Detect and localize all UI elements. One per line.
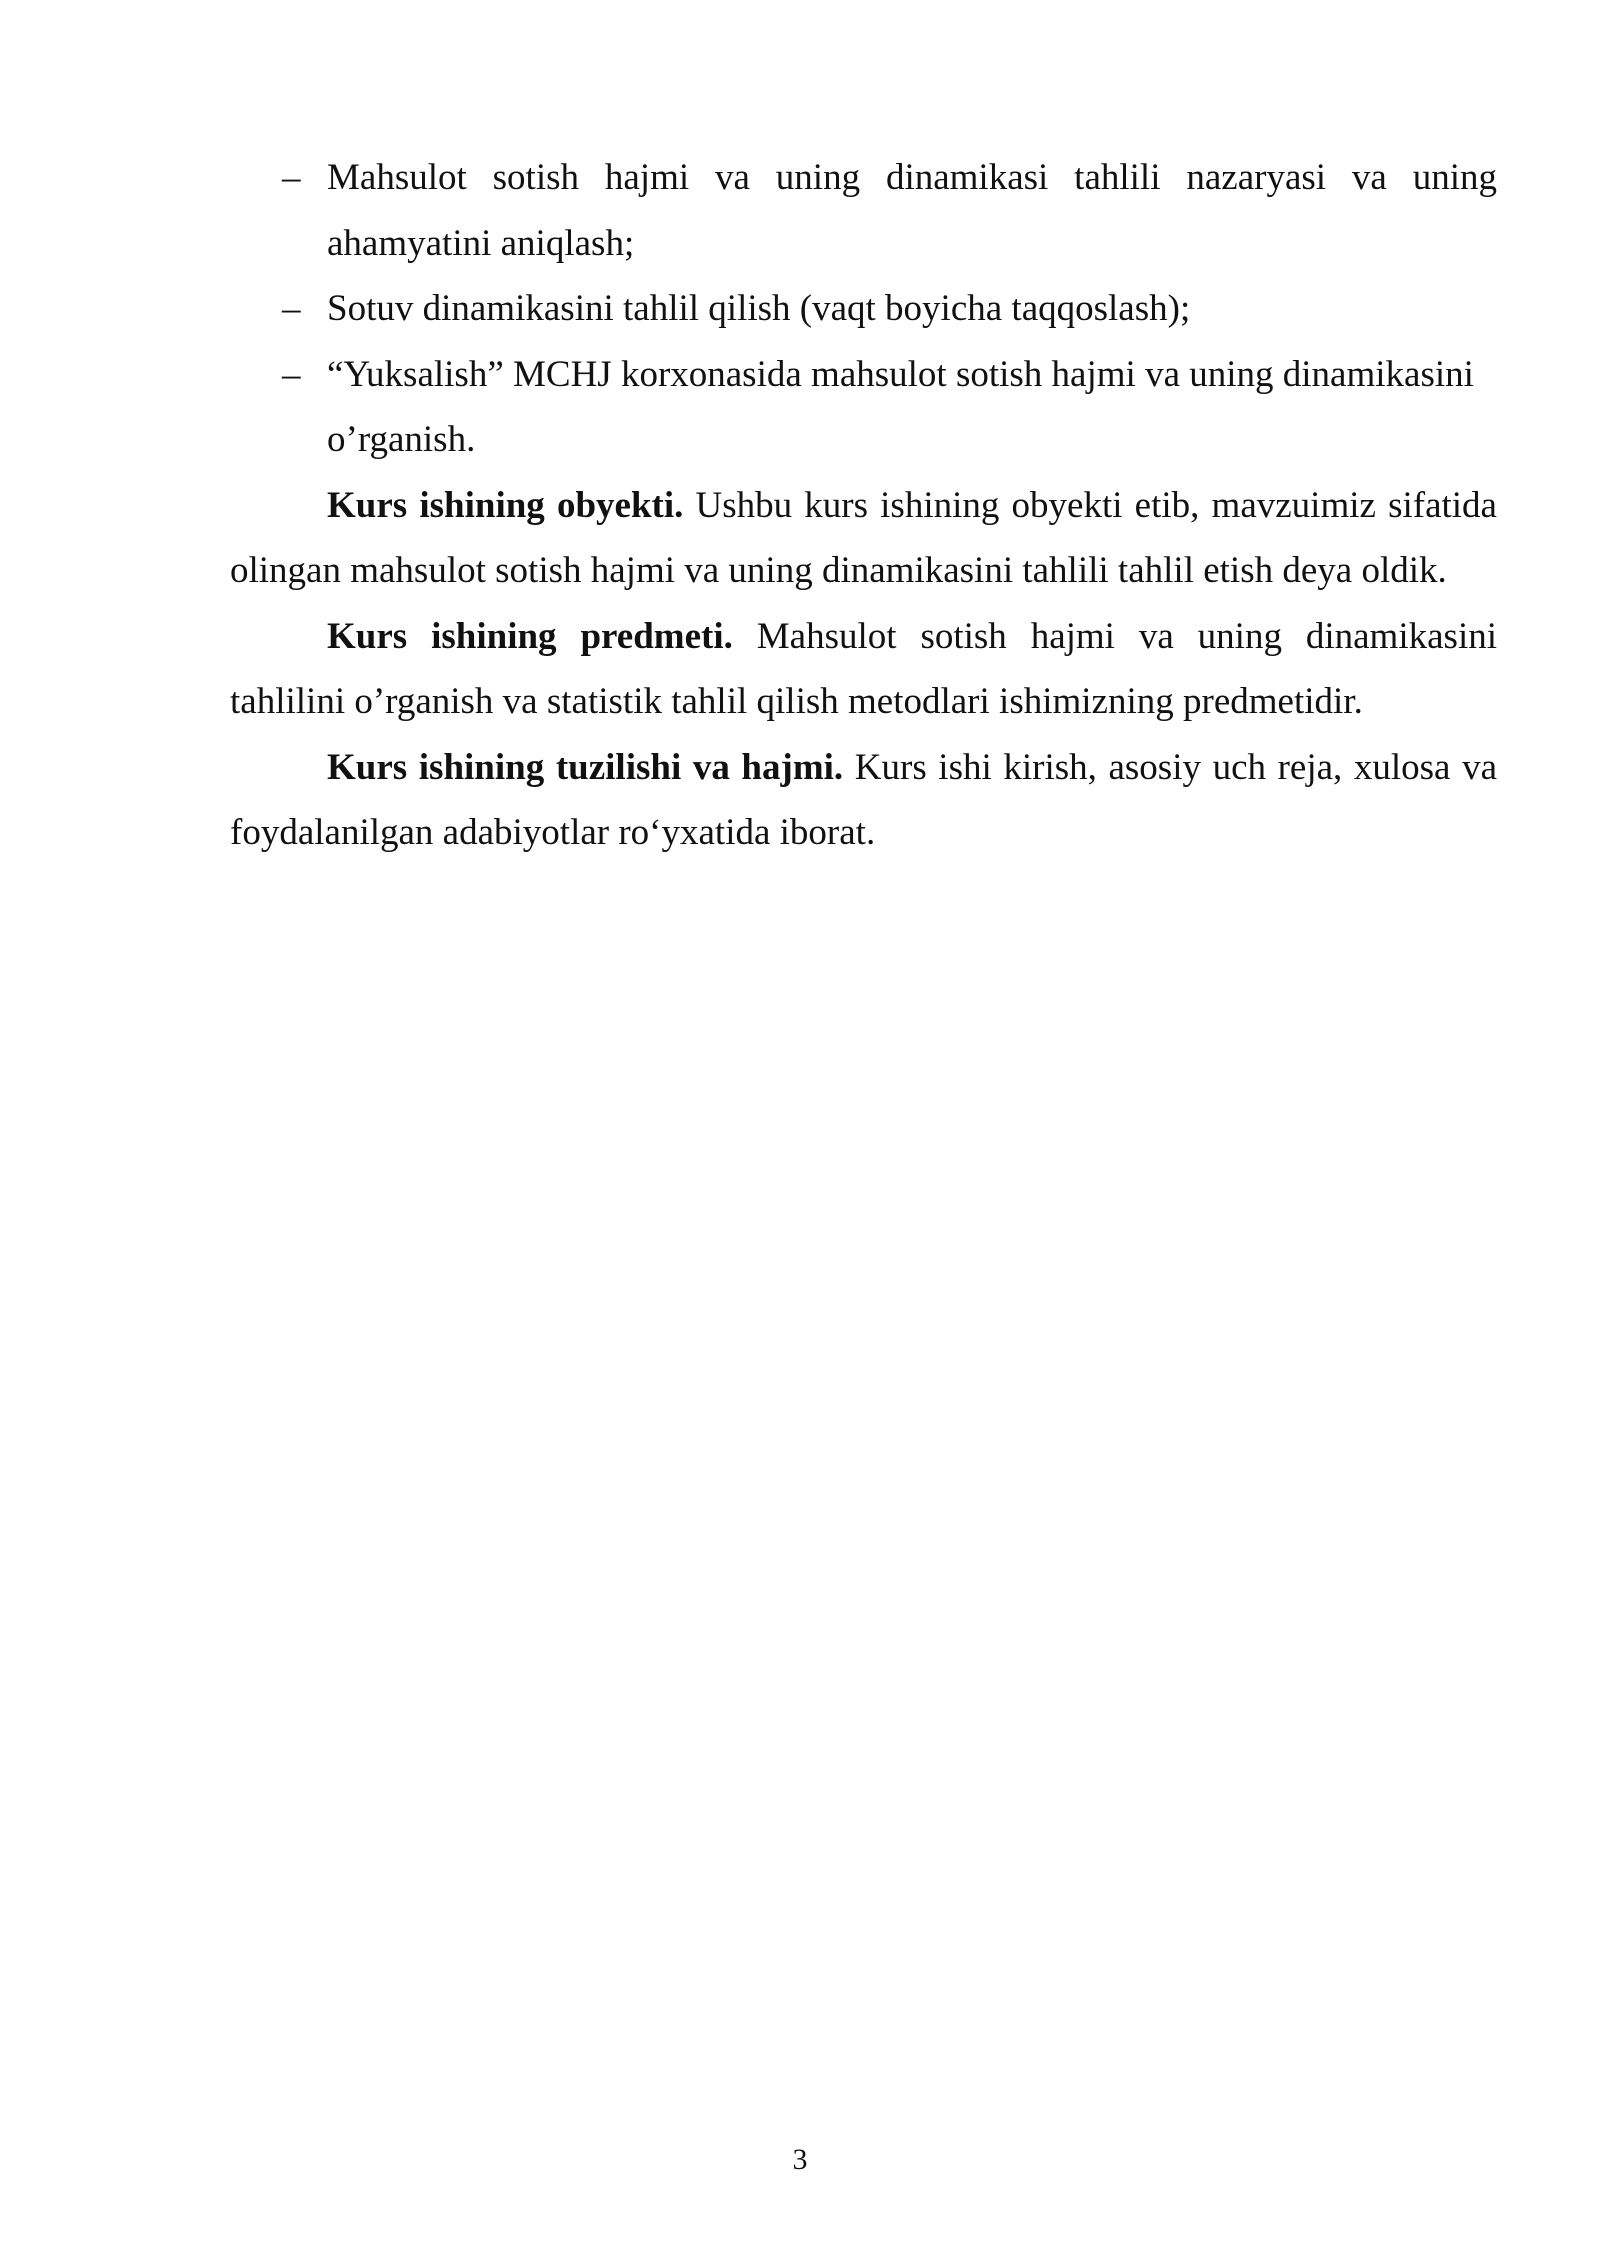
paragraph-subject bbox=[230, 604, 1497, 735]
bullet-text-2: Sotuv dinamikasini tahlil qilish (vaqt boyicha taqqoslash); bbox=[327, 288, 1191, 329]
paragraph-structure-text: Kurs ishi kirish, asosiy uch reja, xulosa va foydalanilgan adabiyotlar ro‘yxatida iborat. bbox=[230, 746, 1497, 853]
paragraph-subject-heading: Kurs ishining predmeti. bbox=[327, 615, 733, 657]
page-content bbox=[230, 145, 1497, 866]
paragraph-structure-heading: Kurs ishining tuzilishi va hajmi. bbox=[327, 746, 844, 788]
bullet-dash: – bbox=[282, 353, 301, 395]
paragraph-object bbox=[230, 473, 1497, 604]
paragraph-object-heading: Kurs ishining obyekti. bbox=[327, 484, 684, 526]
bullet-text-1: Mahsulot sotish hajmi va uning dinamikasi tahlili nazaryasi va uning ahamyatini aniqlash; bbox=[327, 157, 1497, 264]
page-number: 3 bbox=[792, 2143, 808, 2176]
bullet-item-3 bbox=[230, 342, 1497, 473]
paragraph-structure bbox=[230, 735, 1497, 866]
paragraph-subject-text: Mahsulot sotish hajmi va uning dinamikasini tahlilini o’rganish va statistik tahlil qilish metodlari ishimizning predmetidir. bbox=[230, 615, 1497, 722]
bullet-text-3: “Yuksalish” MCHJ korxonasida mahsulot sotish hajmi va uning dinamikasini o’rganish. bbox=[327, 353, 1474, 460]
bullet-item-1 bbox=[230, 145, 1497, 276]
bullet-dash: – bbox=[282, 288, 301, 329]
paragraph-object-text: Ushbu kurs ishining obyekti etib, mavzuimiz sifatida olingan mahsulot sotish hajmi va uning dinamikasini tahlili tahlil etish deya oldik. bbox=[230, 484, 1497, 591]
bullet-item-2 bbox=[230, 276, 1497, 342]
bullet-dash: – bbox=[282, 157, 301, 198]
